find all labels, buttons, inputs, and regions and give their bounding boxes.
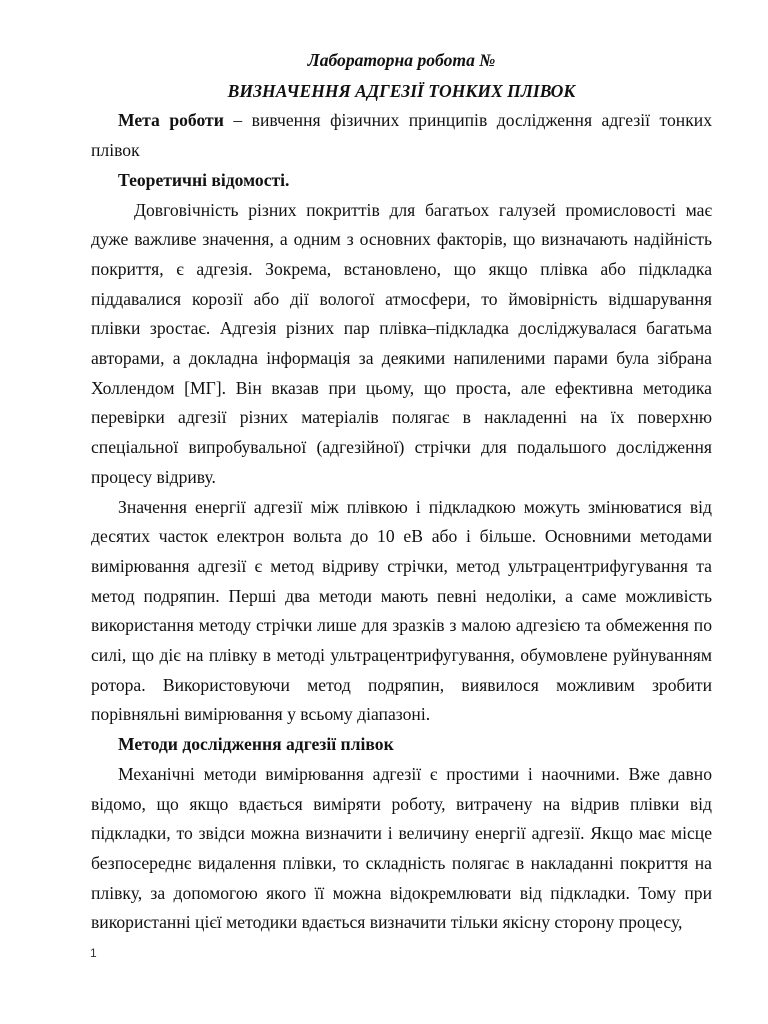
methods-heading: Методи дослідження адгезії плівок: [118, 734, 394, 755]
goal-paragraph: [91, 106, 712, 165]
document-title: ВИЗНАЧЕННЯ АДГЕЗІЇ ТОНКИХ ПЛІВОК: [227, 80, 576, 101]
theory-paragraph-2: Значення енергії адгезії між плівкою і підкладкою можуть змінюватися від десятих часток електрон вольта до 10 еВ або і більше. Основними методами вимірювання адгезії є метод відриву стрічки, метод ультрацентрифугування та метод подряпин. Перші два методи мають певні недоліки, а саме можливість використання методу стрічки лише для зразків з малою адгезією та обмеження по силі, що діє на плівку в методі ультрацентрифугування, обумовлене руйнуванням ротора. Використовуючи метод подряпин, виявилося можливим зробити порівняльні вимірювання у всьому діапазоні.: [91, 496, 712, 725]
goal-text: – вивчення фізичних принципів дослідження адгезії тонких плівок: [91, 110, 712, 161]
theory-paragraph-1: Довговічність різних покриттів для багатьох галузей промисловості має дуже важливе значення, а одним з основних факторів, що визначають надійність покриття, є адгезія. Зокрема, встановлено, що якщо плівка або підкладка піддавалися корозії або дії вологої атмосфери, то ймовірність відшарування плівки зростає. Адгезія різних пар плівка–підкладка досліджувалася багатьма авторами, а докладна інформація за деякими напиленими парами була зібрана Холлендом [МГ]. Він вказав при цьому, що проста, але ефективна методика перевірки адгезії різних матеріалів полягає в накладенні на їх поверхню спеціальної випробувальної (адгезійної) стрічки для подальшого дослідження процесу відриву.: [91, 199, 712, 487]
lab-title: Лабораторна робота №: [307, 50, 496, 70]
goal-label: Мета роботи: [118, 110, 224, 131]
methods-paragraph: Механічні методи вимірювання адгезії є простими і наочними. Вже давно відомо, що якщо вдається виміряти роботу, витрачену на відрив плівки від підкладки, то звідси можна визначити і величину енергії адгезії. Якщо має місце безпосереднє видалення плівки, то складність полягає в накладанні покриття на плівку, за допомогою якого її можна відокремлювати від підкладки. Тому при використанні цієї методики вдається визначити тільки якісну сторону процесу,: [91, 763, 712, 933]
theory-heading: Теоретичні відомості.: [118, 169, 290, 190]
document-page: [91, 46, 712, 938]
page-number: 1: [90, 946, 97, 960]
